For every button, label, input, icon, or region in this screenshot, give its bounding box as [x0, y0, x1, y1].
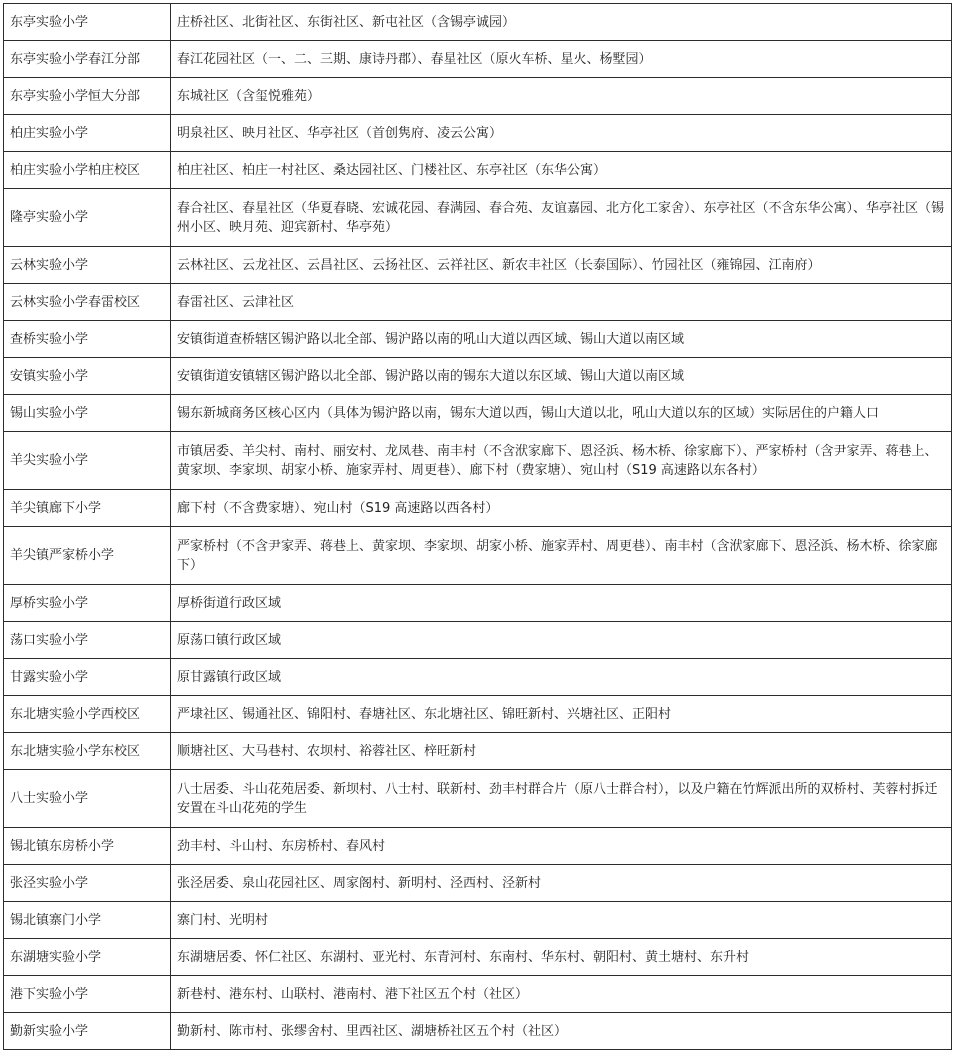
table-row: [4, 490, 952, 527]
school-name-cell: 厚桥实验小学: [4, 585, 171, 622]
enrollment-area-cell: 劲丰村、斗山村、东房桥村、春风村: [171, 828, 952, 865]
enrollment-area-cell: 安镇街道查桥辖区锡沪路以北全部、锡沪路以南的吼山大道以西区域、锡山大道以南区域: [171, 321, 952, 358]
school-name-cell: 东亭实验小学恒大分部: [4, 78, 171, 115]
table-row: [4, 527, 952, 585]
table-row: [4, 696, 952, 733]
table-row: [4, 585, 952, 622]
table-row: [4, 41, 952, 78]
table-row: [4, 939, 952, 976]
table-row: [4, 432, 952, 490]
table-row: [4, 4, 952, 41]
table-row: [4, 189, 952, 247]
enrollment-area-cell: 春雷社区、云津社区: [171, 284, 952, 321]
enrollment-area-cell: 严家桥村（不含尹家弄、蒋巷上、黄家坝、李家坝、胡家小桥、施家弄村、周更巷）、南丰村（含洑家廊下、恩泾浜、杨木桥、徐家廊下）: [171, 527, 952, 585]
table-row: [4, 115, 952, 152]
school-name-cell: 东北塘实验小学西校区: [4, 696, 171, 733]
school-name-cell: 羊尖镇严家桥小学: [4, 527, 171, 585]
enrollment-area-cell: 锡东新城商务区核心区内（具体为锡沪路以南，锡东大道以西，锡山大道以北，吼山大道以东的区域）实际居住的户籍人口: [171, 395, 952, 432]
enrollment-area-cell: 廊下村（不含费家塘）、宛山村（S19 高速路以西各村）: [171, 490, 952, 527]
school-name-cell: 羊尖镇廊下小学: [4, 490, 171, 527]
school-name-cell: 荡口实验小学: [4, 622, 171, 659]
school-name-cell: 云林实验小学春雷校区: [4, 284, 171, 321]
school-name-cell: 查桥实验小学: [4, 321, 171, 358]
enrollment-area-cell: 明泉社区、映月社区、华亭社区（首创隽府、凌云公寓）: [171, 115, 952, 152]
school-name-cell: 港下实验小学: [4, 976, 171, 1013]
enrollment-area-cell: 寨门村、光明村: [171, 902, 952, 939]
table-row: [4, 78, 952, 115]
school-name-cell: 东亭实验小学春江分部: [4, 41, 171, 78]
enrollment-area-cell: 庄桥社区、北街社区、东街社区、新屯社区（含锡亭诚园）: [171, 4, 952, 41]
school-name-cell: 八士实验小学: [4, 770, 171, 828]
enrollment-area-cell: 东城社区（含玺悦雅苑）: [171, 78, 952, 115]
table-row: [4, 321, 952, 358]
school-name-cell: 隆亭实验小学: [4, 189, 171, 247]
enrollment-area-cell: 安镇街道安镇辖区锡沪路以北全部、锡沪路以南的锡东大道以东区域、锡山大道以南区域: [171, 358, 952, 395]
table-row: [4, 395, 952, 432]
table-row: [4, 622, 952, 659]
school-name-cell: 东亭实验小学: [4, 4, 171, 41]
table-row: [4, 865, 952, 902]
school-name-cell: 东北塘实验小学东校区: [4, 733, 171, 770]
table-row: [4, 902, 952, 939]
enrollment-area-cell: 云林社区、云龙社区、云昌社区、云扬社区、云祥社区、新农丰社区（长泰国际）、竹园社区（雍锦园、江南府）: [171, 247, 952, 284]
enrollment-area-cell: 勤新村、陈市村、张缪舍村、里西社区、湖塘桥社区五个村（社区）: [171, 1013, 952, 1050]
enrollment-area-cell: 原甘露镇行政区域: [171, 659, 952, 696]
school-district-table: [3, 3, 952, 1050]
enrollment-area-cell: 顺塘社区、大马巷村、农坝村、裕蓉社区、梓旺新村: [171, 733, 952, 770]
enrollment-area-cell: 市镇居委、羊尖村、南村、丽安村、龙凤巷、南丰村（不含洑家廊下、恩泾浜、杨木桥、徐家廊下）、严家桥村（含尹家弄、蒋巷上、黄家坝、李家坝、胡家小桥、施家弄村、周更巷）、廊下村（费家塘）、宛山村（S19 高速路以东各村）: [171, 432, 952, 490]
enrollment-area-cell: 八士居委、斗山花苑居委、新坝村、八士村、联新村、劲丰村群合片（原八士群合村），以及户籍在竹辉派出所的双桥村、芙蓉村拆迁安置在斗山花苑的学生: [171, 770, 952, 828]
table-row: [4, 1013, 952, 1050]
table-row: [4, 284, 952, 321]
school-name-cell: 柏庄实验小学: [4, 115, 171, 152]
enrollment-area-cell: 柏庄社区、柏庄一村社区、桑达园社区、门楼社区、东亭社区（东华公寓）: [171, 152, 952, 189]
table-row: [4, 358, 952, 395]
enrollment-area-cell: 春江花园社区（一、二、三期、康诗丹郡）、春星社区（原火车桥、星火、杨墅园）: [171, 41, 952, 78]
enrollment-area-cell: 原荡口镇行政区域: [171, 622, 952, 659]
enrollment-area-cell: 春合社区、春星社区（华夏春晓、宏诚花园、春满园、春合苑、友谊嘉园、北方化工家舍）、东亭社区（不含东华公寓）、华亭社区（锡州小区、映月苑、迎宾新村、华亭苑）: [171, 189, 952, 247]
school-name-cell: 柏庄实验小学柏庄校区: [4, 152, 171, 189]
school-name-cell: 安镇实验小学: [4, 358, 171, 395]
school-name-cell: 勤新实验小学: [4, 1013, 171, 1050]
school-name-cell: 羊尖实验小学: [4, 432, 171, 490]
school-name-cell: 东湖塘实验小学: [4, 939, 171, 976]
school-name-cell: 张泾实验小学: [4, 865, 171, 902]
enrollment-area-cell: 张泾居委、泉山花园社区、周家阁村、新明村、泾西村、泾新村: [171, 865, 952, 902]
school-name-cell: 云林实验小学: [4, 247, 171, 284]
enrollment-area-cell: 厚桥街道行政区域: [171, 585, 952, 622]
enrollment-area-cell: 东湖塘居委、怀仁社区、东湖村、亚光村、东青河村、东南村、华东村、朝阳村、黄土塘村、东升村: [171, 939, 952, 976]
table-row: [4, 659, 952, 696]
table-row: [4, 770, 952, 828]
school-name-cell: 甘露实验小学: [4, 659, 171, 696]
table-row: [4, 976, 952, 1013]
table-row: [4, 152, 952, 189]
school-name-cell: 锡山实验小学: [4, 395, 171, 432]
school-name-cell: 锡北镇东房桥小学: [4, 828, 171, 865]
table-row: [4, 733, 952, 770]
school-name-cell: 锡北镇寨门小学: [4, 902, 171, 939]
enrollment-area-cell: 严埭社区、锡通社区、锦阳村、春塘社区、东北塘社区、锦旺新村、兴塘社区、正阳村: [171, 696, 952, 733]
table-row: [4, 247, 952, 284]
table-row: [4, 828, 952, 865]
enrollment-area-cell: 新巷村、港东村、山联村、港南村、港下社区五个村（社区）: [171, 976, 952, 1013]
table-body: [4, 4, 952, 1050]
